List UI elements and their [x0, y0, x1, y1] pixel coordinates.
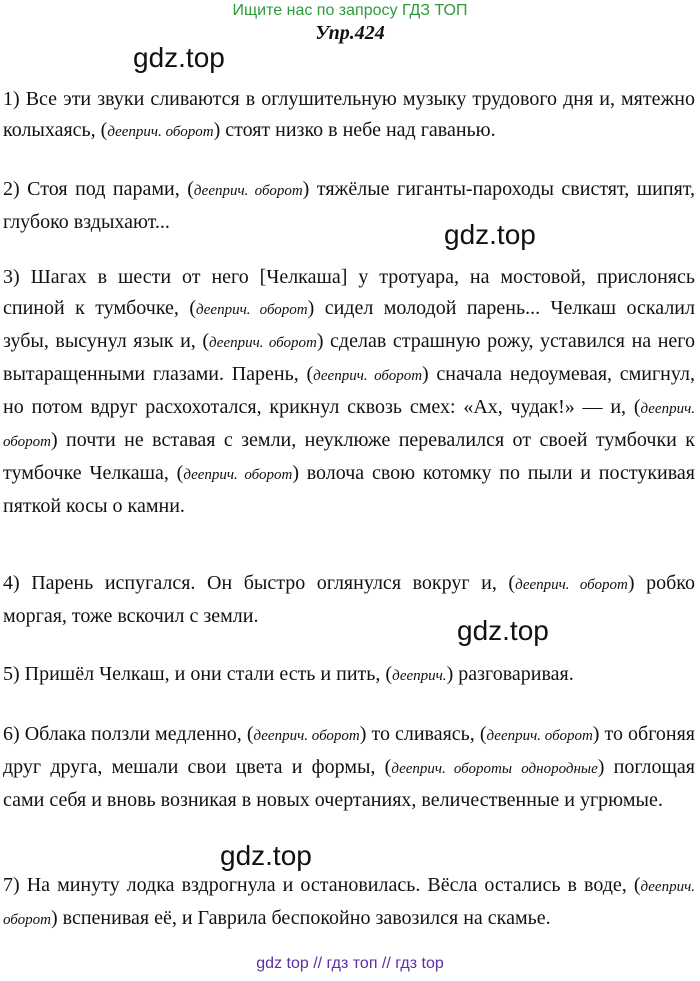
p6-text-c: ) то обгоняя друг друга, мешали свои цвета и формы, (	[3, 723, 696, 778]
paragraph-4	[3, 568, 695, 632]
note-oborot: дееприч. оборот	[209, 335, 317, 351]
p6-text-d: ) поглощая сами себя и вновь возникая в новых очертаниях, величественные и угрюмые.	[3, 756, 695, 811]
p1-text-a: 1) Все эти звуки сливаются в оглушительную музыку трудового дня и, мятежно колыхаясь, (	[3, 88, 695, 141]
note-oborot: дееприч. оборот	[515, 577, 628, 593]
paragraph-1	[3, 84, 695, 148]
paragraph-3	[3, 262, 695, 522]
p4-text-b: ) робко моргая, тоже вскочил с земли.	[3, 572, 695, 627]
paragraph-5	[3, 659, 695, 692]
p4-text-a: 4) Парень испугался. Он быстро оглянулся вокруг и, (	[3, 572, 516, 594]
note-oborot: дееприч. оборот	[107, 124, 214, 140]
p3-text-b: ) сидел молодой парень... Челкаш оскалил зубы, высунул язык и, (	[3, 297, 695, 352]
paragraph-7	[3, 870, 695, 936]
p1-text-b: ) стоят низко в небе над гаванью.	[213, 119, 496, 141]
p7-text-a: 7) На минуту лодка вздрогнула и остановилась. Вёсла остались в воде, (	[3, 874, 641, 896]
p6-text-a: 6) Облака ползли медленно, (	[3, 723, 254, 745]
note-oborot: дееприч. оборот	[183, 467, 293, 483]
p3-text-e: ) почти не вставая с земли, неуклюже перевалился от своей тумбочки к тумбочке Челкаша, (	[3, 429, 695, 484]
note-oborot: дееприч. оборот	[3, 879, 695, 928]
p2-text-a: 2) Стоя под парами, (	[3, 178, 194, 200]
note-oborot: дееприч. оборот	[486, 728, 593, 744]
p3-text-c: ) сделав страшную рожу, уставился на него вытаращенными глазами. Парень, (	[3, 330, 695, 385]
note-oborot: дееприч. оборот	[196, 302, 308, 318]
p5-text-a: 5) Пришёл Челкаш, и они стали есть и пить, (	[3, 663, 393, 685]
p3-text-a: 3) Шагах в шести от него [Челкаша] у тротуара, на мостовой, прислонясь спиной к тумбочке, (	[3, 266, 695, 319]
note-oborot: дееприч. оборот	[3, 401, 695, 450]
note-oborot: дееприч. оборот	[193, 183, 303, 199]
footer-links: gdz top // гдз топ // гдз top	[256, 955, 444, 972]
watermark-4: gdz.top	[220, 840, 312, 871]
watermark-1: gdz.top	[133, 42, 225, 73]
watermark-3: gdz.top	[457, 615, 549, 646]
note-prich: дееприч.	[392, 668, 447, 684]
paragraph-6	[3, 719, 695, 816]
page-title: Упр.424	[315, 22, 385, 44]
note-oborot: дееприч. оборот	[253, 728, 360, 744]
p3-text-d: ) сначала недоумевая, смигнул, но потом вдруг расхохотался, крикнул сквозь смех: «Ах, чудак!» — и, (	[3, 363, 695, 418]
search-banner: Ищите нас по запросу ГДЗ ТОП	[232, 2, 468, 19]
p7-text-b: ) вспенивая её, и Гаврила беспокойно завозился на скамье.	[50, 907, 551, 929]
p3-text-f: ) волоча свою котомку по пыли и постукивая пяткой косы о камни.	[3, 462, 696, 517]
note-oborot: дееприч. оборот	[313, 368, 423, 384]
paragraph-2	[3, 174, 695, 238]
note-odnor-1: дееприч. обороты	[391, 761, 512, 777]
p6-text-b: ) то сливаясь, (	[359, 723, 487, 745]
watermark-2: gdz.top	[444, 219, 536, 250]
p2-text-b: ) тяжёлые гиганты-пароходы свистят, шипят, глубоко вздыхают...	[3, 178, 696, 233]
p5-text-b: ) разговаривая.	[446, 663, 574, 685]
note-odnor-2: однородные	[521, 761, 598, 777]
